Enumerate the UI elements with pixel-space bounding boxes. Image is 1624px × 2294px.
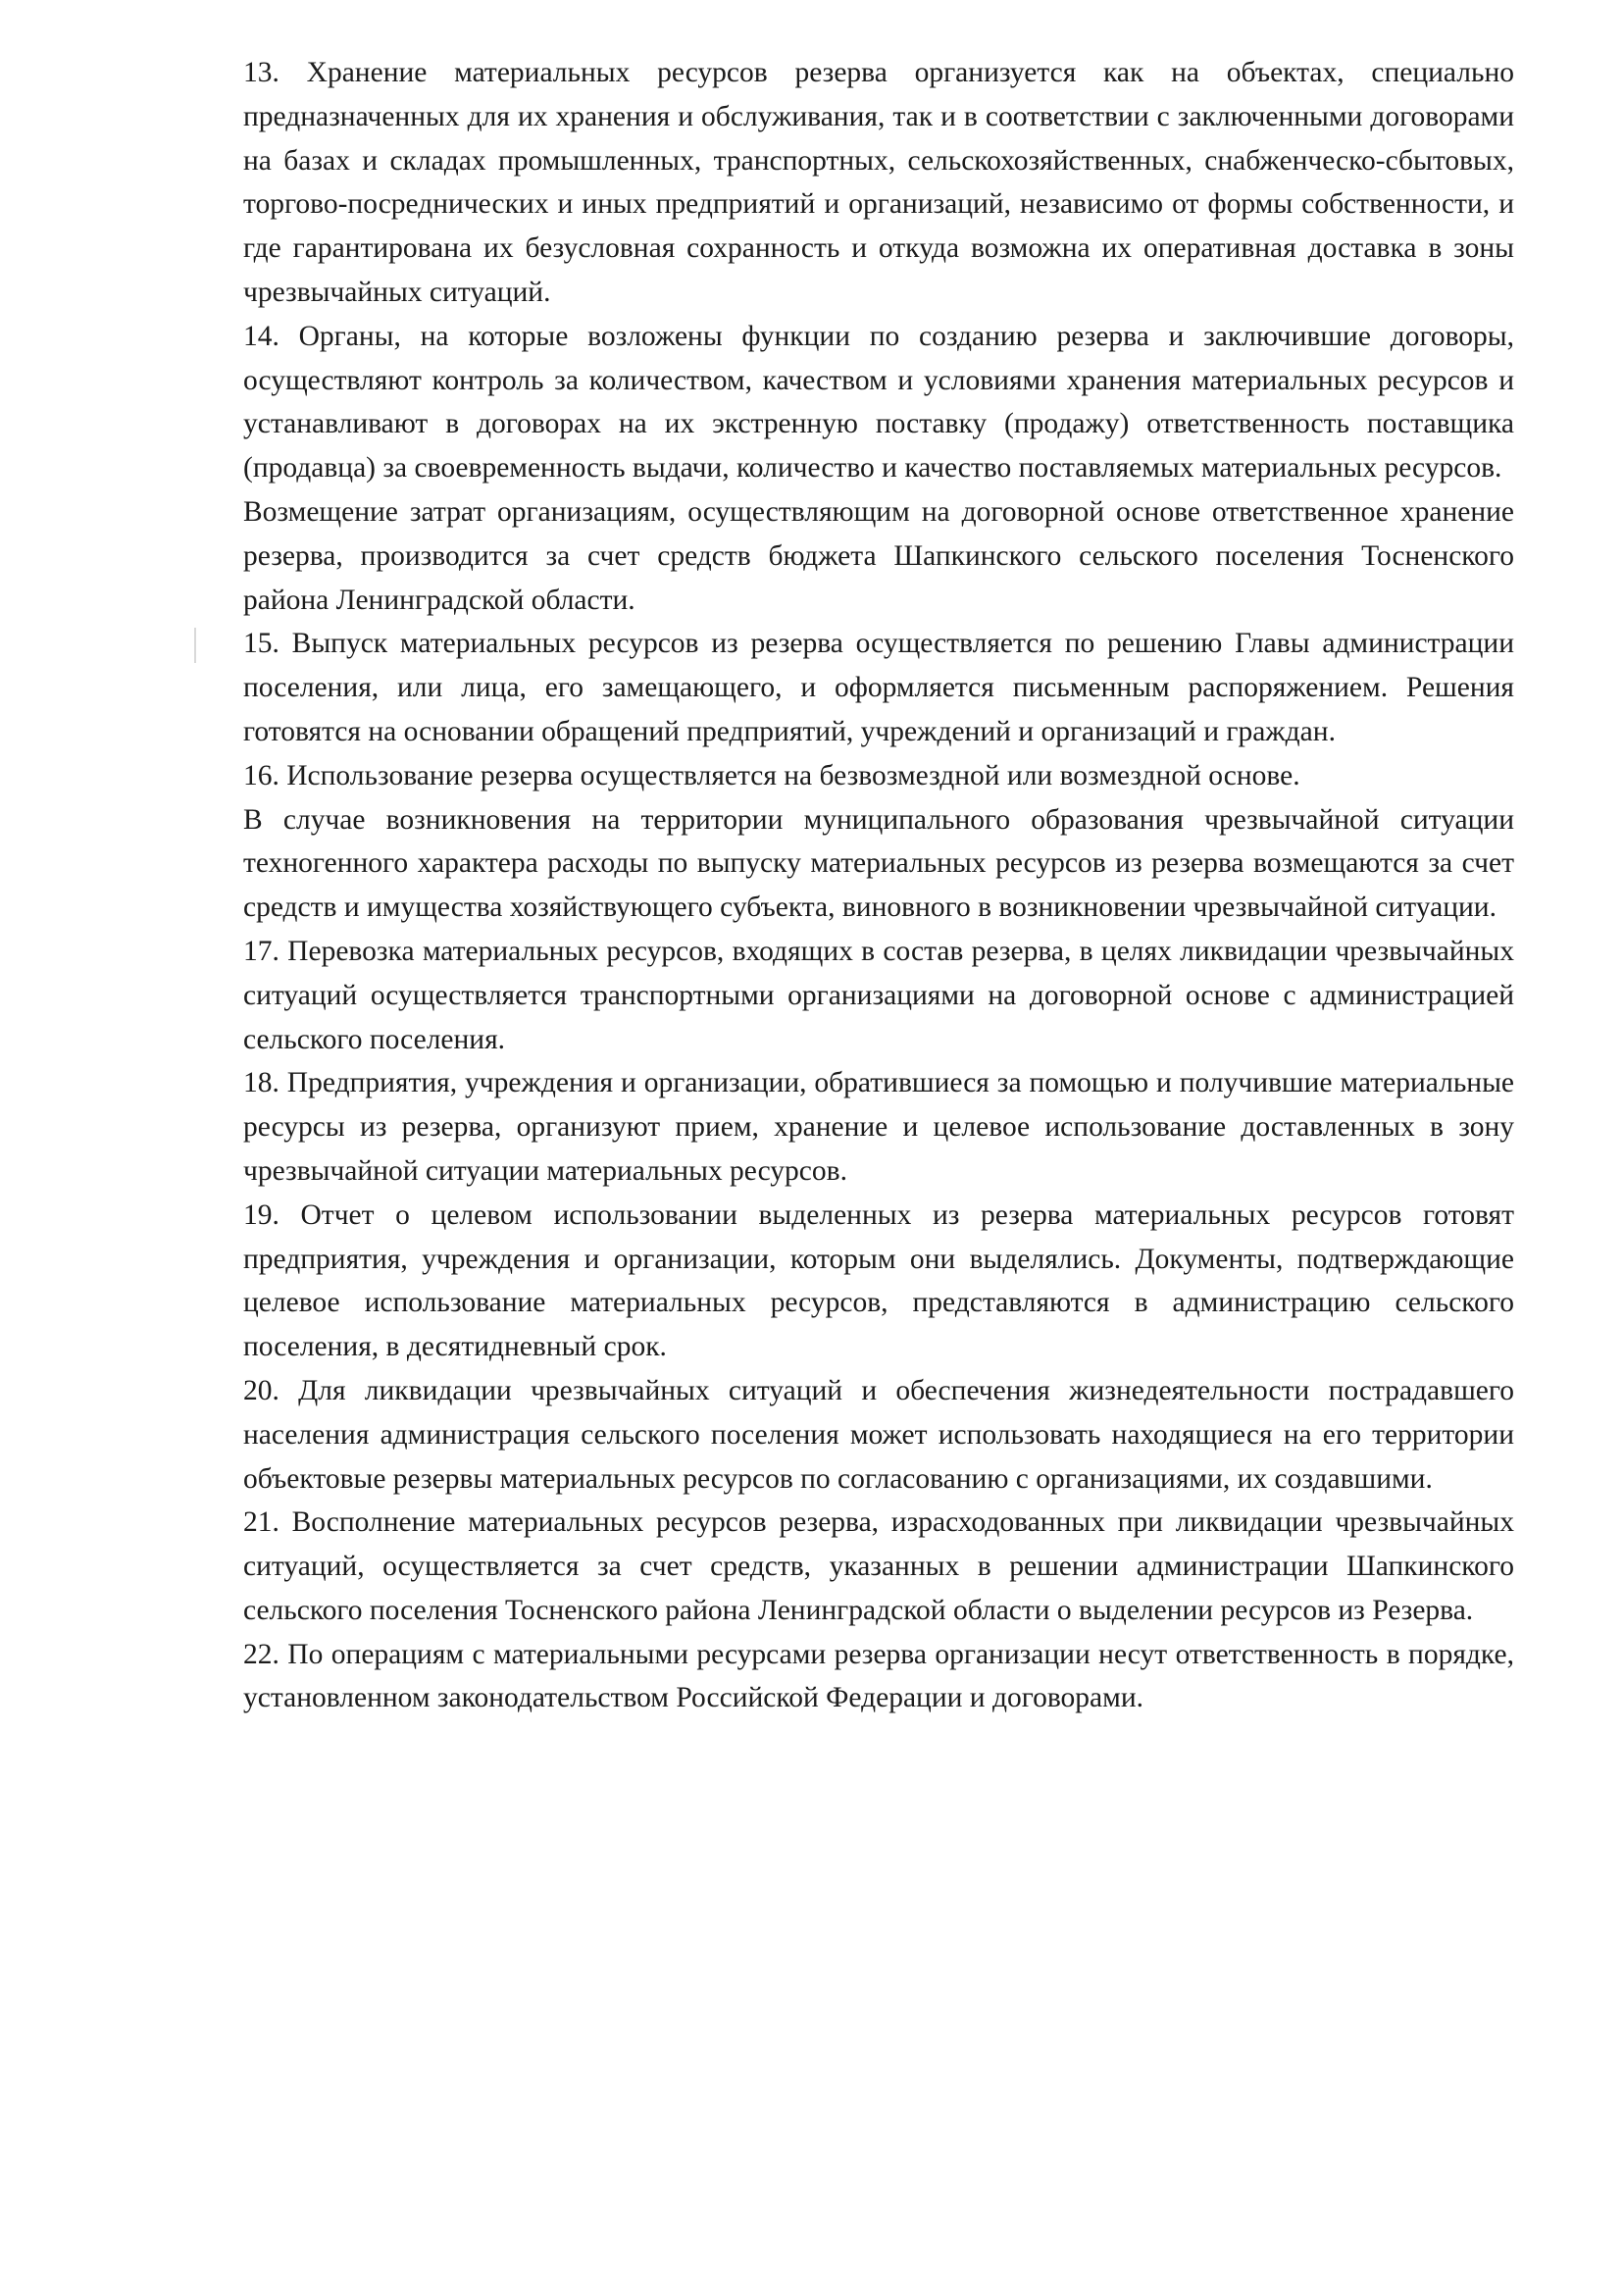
paragraph-18: 18. Предприятия, учреждения и организации, обратившиеся за помощью и получившие материальные ресурсы из резерва, организуют прием, хранение и целевое использование доставленных в зону чрезвычайной ситуации материальных ресурсов. [243,1067,1514,1187]
paragraph-16: 16. Использование резерва осуществляется на безвозмездной или возмездной основе. [243,759,1300,791]
paragraph-16-technogenic: В случае возникновения на территории муниципального образования чрезвычайной ситуации техногенного характера расходы по выпуску материальных ресурсов из резерва возмещаются за счет средств и имущества хозяйствующего субъекта, виновного в возникновении чрезвычайной ситуации. [243,803,1514,924]
paragraph-20: 20. Для ликвидации чрезвычайных ситуаций и обеспечения жизнедеятельности пострадавшего населения администрация сельского поселения может использовать находящиеся на его территории объектовые резервы материальных ресурсов по согласованию с организациями, их создавшими. [243,1374,1514,1495]
paragraph-15: 15. Выпуск материальных ресурсов из резерва осуществляется по решению Главы администрации поселения, или лица, его замещающего, и оформляется письменным распоряжением. Решения готовятся на основании обращений предприятий, учреждений и организаций и граждан. [243,628,1514,747]
paragraph-14-compensation: Возмещение затрат организациям, осуществляющим на договорной основе ответственное хранение резерва, производится за счет средств бюджета Шапкинского сельского поселения Тосненского района Ленинградской области. [243,495,1514,616]
scan-margin-mark [194,628,196,663]
paragraph-19: 19. Отчет о целевом использовании выделенных из резерва материальных ресурсов готовят предприятия, учреждения и организации, которым они выделялись. Документы, подтверждающие целевое использование материальных ресурсов, представляются в администрацию сельского поселения, в десятидневный срок. [243,1198,1514,1363]
document-body [243,51,1514,1720]
paragraph-22: 22. По операциям с материальными ресурсами резерва организации несут ответственность в порядке, установленном законодательством Российской Федерации и договорами. [243,1638,1514,1714]
paragraph-13: 13. Хранение материальных ресурсов резерва организуется как на объектах, специально предназначенных для их хранения и обслуживания, так и в соответствии с заключенными договорами на базах и складах промышленных, транспортных, сельскохозяйственных, снабженческо-сбытовых, торгово-посреднических и иных предприятий и организаций, независимо от формы собственности, и где гарантирована их безусловная сохранность и откуда возможна их оперативная доставка в зоны чрезвычайных ситуаций. [243,57,1514,308]
paragraph-21: 21. Восполнение материальных ресурсов резерва, израсходованных при ликвидации чрезвычайных ситуаций, осуществляется за счет средств, указанных в решении администрации Шапкинского сельского поселения Тосненского района Ленинградской области о выделении ресурсов из Резерва. [243,1506,1514,1626]
paragraph-14: 14. Органы, на которые возложены функции по созданию резерва и заключившие договоры, осуществляют контроль за количеством, качеством и условиями хранения материальных ресурсов и устанавливают в договорах на их экстренную поставку (продажу) ответственность поставщика (продавца) за своевременность выдачи, количество и качество поставляемых материальных ресурсов. [243,320,1514,484]
paragraph-17: 17. Перевозка материальных ресурсов, входящих в состав резерва, в целях ликвидации чрезвычайных ситуаций осуществляется транспортными организациями на договорной основе с администрацией сельского поселения. [243,935,1514,1055]
